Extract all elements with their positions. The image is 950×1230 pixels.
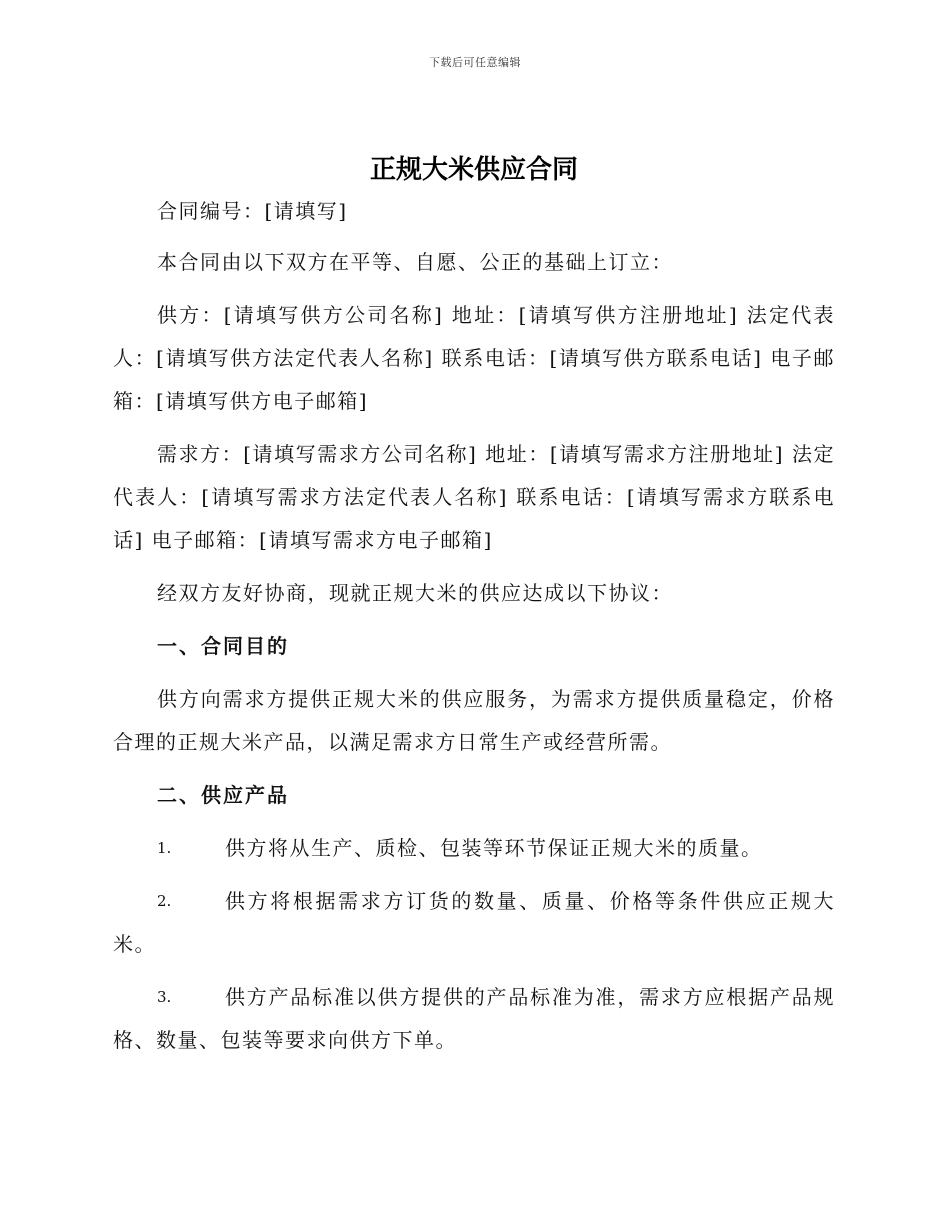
supplier-info: 供方：[请填写供方公司名称] 地址：[请填写供方注册地址] 法定代表人：[请填写供方法定代表人名称] 联系电话：[请填写供方联系电话] 电子邮箱：[请填写供方电子邮箱] [113,303,835,413]
document-title: 正规大米供应合同 [369,155,578,185]
list-item-text: 供方将从生产、质检、包装等环节保证正规大米的质量。 [225,836,763,860]
intro-paragraph: 本合同由以下双方在平等、自愿、公正的基础上订立： [157,250,673,274]
agreement-intro: 经双方友好协商，现就正规大米的供应达成以下协议： [157,581,673,605]
list-item [113,827,835,870]
section-body-purpose: 供方向需求方提供正规大米的供应服务，为需求方提供质量稳定，价格合理的正规大米产品，以满足需求方日常生产或经营所需。 [113,687,835,754]
list-item-number: 1. [157,839,172,857]
section-heading-products: 二、供应产品 [157,783,289,807]
list-item-text: 供方产品标准以供方提供的产品标准为准，需求方应根据产品规格、数量、包装等要求向供方下单。 [113,985,835,1052]
list-item-number: 2. [157,892,172,910]
list-item [113,976,835,1062]
list-item-number: 3. [157,988,172,1006]
section-heading-purpose: 一、合同目的 [157,634,289,658]
header-note: 下载后可任意编辑 [429,56,521,69]
contract-number: 合同编号：[请填写] [157,199,348,223]
list-item-text: 供方将根据需求方订货的数量、质量、价格等条件供应正规大米。 [113,889,835,956]
contract-body [113,150,835,1062]
buyer-info: 需求方：[请填写需求方公司名称] 地址：[请填写需求方注册地址] 法定代表人：[请填写需求方法定代表人名称] 联系电话：[请填写需求方联系电话] 电子邮箱：[请填写需求方电子邮箱] [113,442,835,552]
list-item [113,880,835,966]
